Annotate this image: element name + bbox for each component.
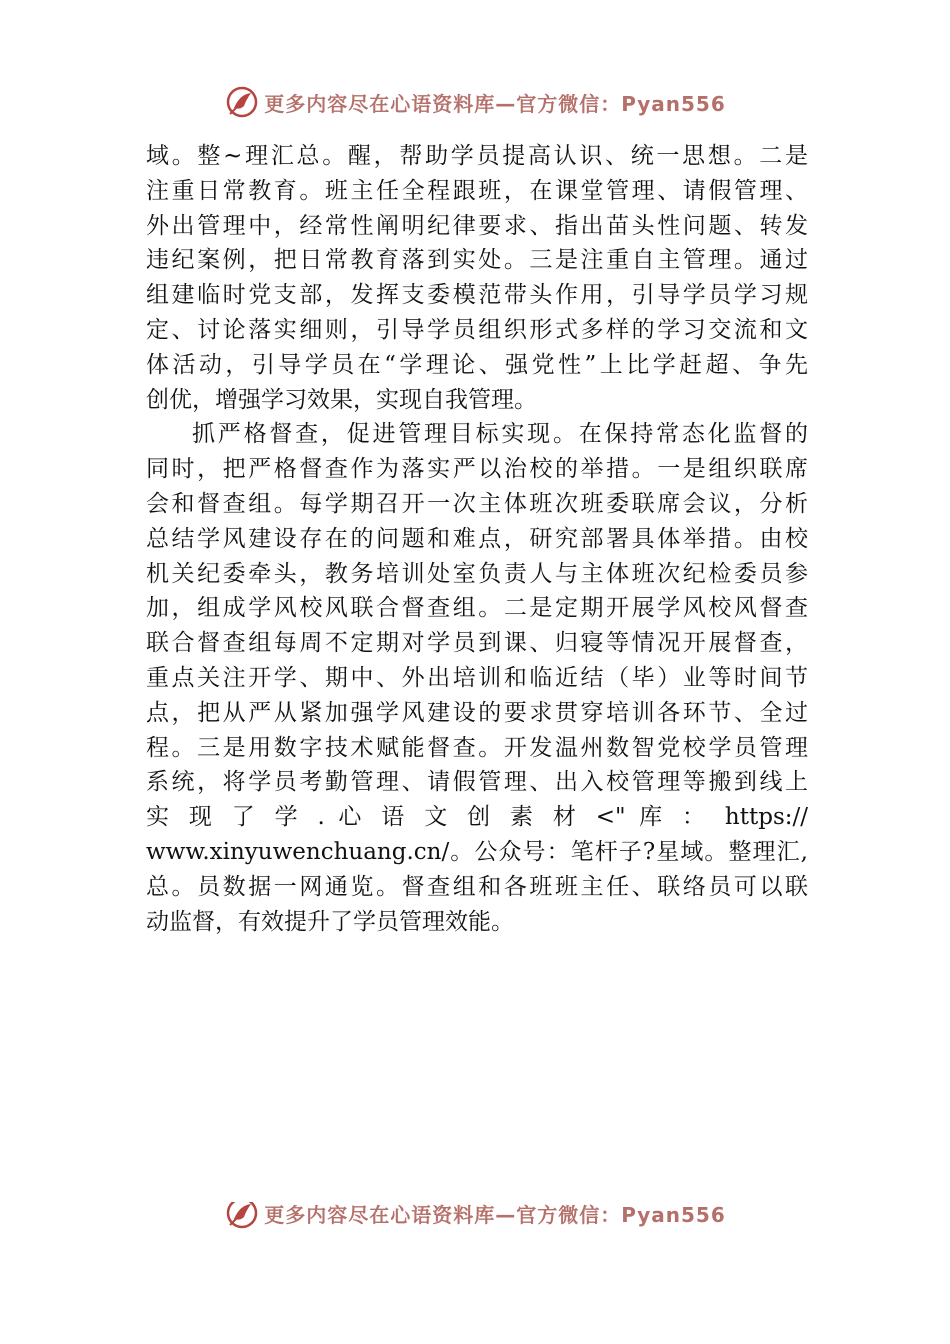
text-line: 组建临时党支部，发挥支委模范带头作用，引导学员学习规: [146, 282, 808, 309]
text-line: 同时，把严格督查作为落实严以治校的举措。一是组织联席: [146, 456, 808, 483]
text-line: 会和督查组。每学期召开一次主体班次班委联席会议，分析: [146, 490, 808, 517]
text-line: 创优，增强学习效果，实现自我管理。: [146, 386, 537, 413]
text-line: 总。员数据一网通览。督查组和各班班主任、联络员可以联: [146, 873, 808, 900]
text-line: 域。整~理汇总。醒，帮助学员提高认识、统一思想。二是: [146, 143, 808, 169]
text-line: 动监督，有效提升了学员管理效能。: [146, 908, 514, 935]
text-line: 加，组成学风校风联合督查组。二是定期开展学风校风督查: [146, 595, 808, 622]
logo-icon: [224, 1202, 260, 1231]
text-line: www.xinyuwenchuang.cn/。公众号：笔杆子?星域。整理汇,: [146, 838, 808, 865]
text-line: 实 现 了 学 . 心 语 文 创 素 材 <" 库 ： https://: [146, 804, 808, 831]
text-line: 点，把从严从紧加强学风建设的要求贯穿培训各环节、全过: [146, 699, 808, 726]
text-line: 外出管理中，经常性阐明纪律要求、指出苗头性问题、转发: [146, 212, 808, 239]
text-line: 注重日常教育。班主任全程跟班，在课堂管理、请假管理、: [146, 177, 808, 204]
logo-icon: [224, 84, 260, 120]
text-line: 联合督查组每周不定期对学员到课、归寝等情况开展督查，: [146, 630, 808, 657]
text-line: 程。三是用数字技术赋能督查。开发温州数智党校学员管理: [146, 734, 808, 761]
footer-banner: [0, 1202, 950, 1236]
document-body: [146, 139, 808, 939]
text-line: 重点关注开学、期中、外出培训和临近结（毕）业等时间节: [146, 664, 808, 691]
text-line: 定、讨论落实细则，引导学员组织形式多样的学习交流和文: [146, 316, 808, 343]
text-line: 机关纪委牵头，教务培训处室负责人与主体班次纪检委员参: [146, 560, 808, 587]
header-banner: [0, 82, 950, 122]
footer-text: 更多内容尽在心语资料库—官方微信：Pyan556: [264, 1202, 726, 1227]
header-text: 更多内容尽在心语资料库—官方微信：Pyan556: [264, 91, 726, 116]
paragraph-start-line: 抓严格督查，促进管理目标实现。在保持常态化监督的: [192, 421, 808, 448]
text-line: 总结学风建设存在的问题和难点，研究部署具体举措。由校: [146, 525, 808, 552]
text-line: 体活动，引导学员在“学理论、强党性”上比学赶超、争先: [146, 351, 808, 378]
text-line: 系统，将学员考勤管理、请假管理、出入校管理等搬到线上: [146, 769, 808, 796]
text-line: 违纪案例，把日常教育落到实处。三是注重自主管理。通过: [146, 247, 808, 274]
